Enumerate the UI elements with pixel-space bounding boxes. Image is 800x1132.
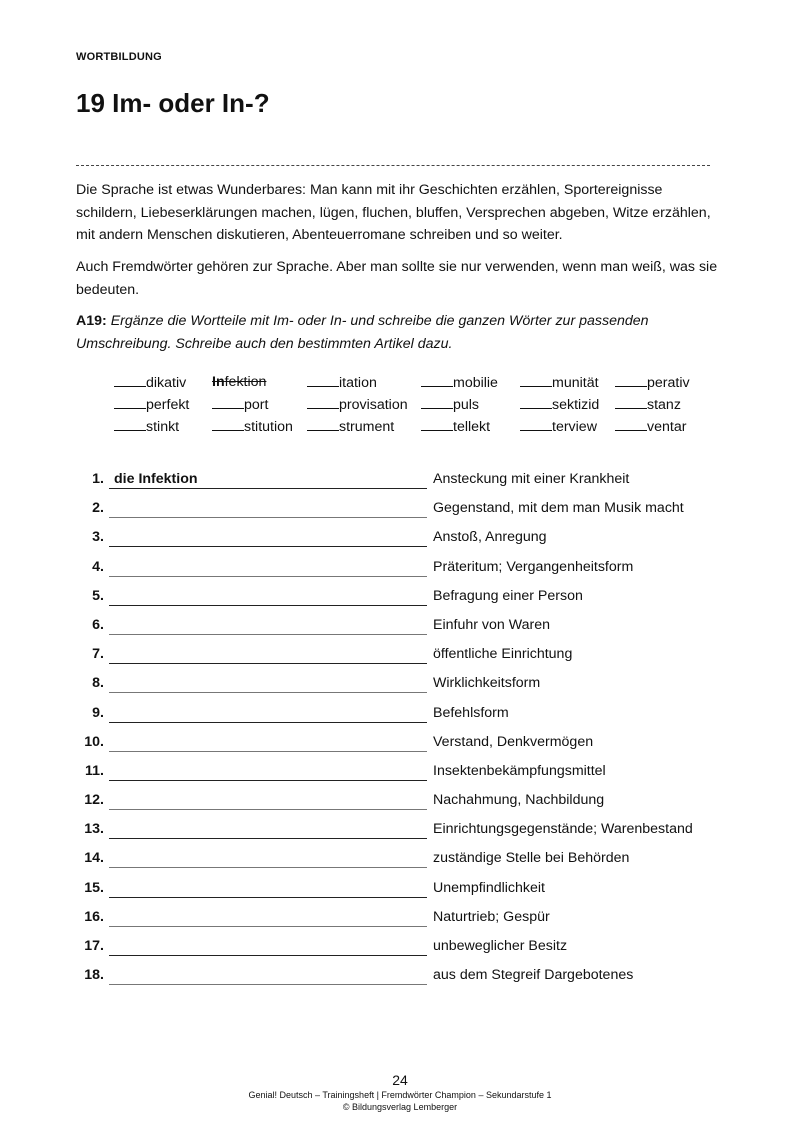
row-number: 2. bbox=[92, 500, 104, 517]
task-instruction bbox=[76, 310, 726, 355]
word-bank-blank[interactable] bbox=[114, 374, 146, 387]
word-bank-fragment: tellekt bbox=[453, 419, 491, 435]
answer-row bbox=[76, 527, 726, 556]
word-bank-item bbox=[212, 418, 293, 435]
definition-text: Unempfindlichkeit bbox=[433, 879, 545, 896]
word-bank-fragment: strument bbox=[339, 419, 395, 435]
intro-paragraph-2: Auch Fremdwörter gehören zur Sprache. Aber man sollte sie nur verwenden, wenn man weiß, was sie bedeuten. bbox=[76, 259, 718, 298]
answer-line[interactable] bbox=[109, 692, 427, 693]
definition-text: Präteritum; Vergangenheitsform bbox=[433, 558, 634, 575]
section-label: WORTBILDUNG bbox=[76, 51, 162, 63]
answer-line[interactable] bbox=[109, 955, 427, 956]
word-bank-blank[interactable] bbox=[307, 374, 339, 387]
word-bank-item bbox=[520, 374, 599, 391]
row-number: 4. bbox=[92, 558, 104, 575]
answer-row bbox=[76, 732, 726, 761]
word-bank-item bbox=[307, 418, 394, 435]
word-bank bbox=[114, 374, 714, 440]
word-bank-blank[interactable] bbox=[615, 396, 647, 409]
definition-text: Nachahmung, Nachbildung bbox=[433, 792, 605, 809]
answer-row bbox=[76, 819, 726, 848]
word-bank-fragment: provisation bbox=[339, 397, 408, 413]
answer-line[interactable] bbox=[109, 838, 427, 839]
word-bank-item bbox=[307, 374, 377, 391]
word-bank-blank[interactable] bbox=[615, 418, 647, 431]
word-bank-fragment: stinkt bbox=[146, 419, 180, 435]
row-number: 9. bbox=[92, 704, 104, 721]
answer-line[interactable] bbox=[109, 780, 427, 781]
answer-row bbox=[76, 586, 726, 615]
answer-line[interactable] bbox=[109, 984, 427, 985]
answer-line[interactable] bbox=[109, 926, 427, 927]
definition-text: Befragung einer Person bbox=[433, 587, 583, 604]
word-bank-blank[interactable] bbox=[520, 396, 552, 409]
word-bank-fragment: stitution bbox=[244, 419, 293, 435]
word-bank-item bbox=[212, 396, 268, 413]
answer-line[interactable] bbox=[109, 488, 427, 489]
definition-text: Ansteckung mit einer Krankheit bbox=[433, 471, 630, 487]
definition-text: aus dem Stegreif Dargebotenes bbox=[433, 967, 634, 984]
word-bank-fragment: mobilie bbox=[453, 375, 498, 391]
answer-row bbox=[76, 848, 726, 877]
word-bank-blank[interactable] bbox=[615, 374, 647, 387]
word-bank-item bbox=[615, 418, 686, 435]
definition-text: zuständige Stelle bei Behörden bbox=[433, 850, 630, 867]
word-bank-fragment: stanz bbox=[647, 397, 681, 413]
word-bank-fragment: dikativ bbox=[146, 375, 187, 391]
answer-row bbox=[76, 790, 726, 819]
word-bank-fragment: munität bbox=[552, 375, 599, 391]
row-number: 1. bbox=[92, 471, 104, 487]
word-bank-blank[interactable] bbox=[520, 418, 552, 431]
task-text: Ergänze die Wortteile mit Im- oder In- und schreibe die ganzen Wörter zur passenden Umschreibung. Schreibe auch den bestimmten Artikel dazu. bbox=[76, 313, 649, 352]
row-number: 13. bbox=[84, 821, 104, 838]
word-bank-blank[interactable] bbox=[421, 374, 453, 387]
answer-row bbox=[76, 498, 726, 527]
row-number: 16. bbox=[84, 908, 104, 925]
word-bank-fragment: perativ bbox=[647, 375, 690, 391]
word-bank-fragment: puls bbox=[453, 397, 480, 413]
row-number: 10. bbox=[84, 733, 104, 750]
row-number: 8. bbox=[92, 675, 104, 692]
answer-line[interactable] bbox=[109, 722, 427, 723]
definition-text: Gegenstand, mit dem man Musik macht bbox=[433, 500, 684, 517]
answer-row bbox=[76, 644, 726, 673]
answer-line[interactable] bbox=[109, 546, 427, 547]
answer-row bbox=[76, 761, 726, 790]
row-number: 12. bbox=[84, 792, 104, 809]
dashed-divider bbox=[76, 165, 710, 166]
word-bank-item bbox=[520, 418, 597, 435]
word-bank-fragment: terview bbox=[552, 419, 597, 435]
row-number: 6. bbox=[92, 616, 104, 633]
word-bank-blank[interactable] bbox=[520, 374, 552, 387]
word-bank-item bbox=[307, 396, 408, 413]
word-bank-fragment: sektizid bbox=[552, 397, 600, 413]
word-bank-item bbox=[421, 418, 490, 435]
word-bank-item bbox=[114, 374, 186, 391]
answer-line[interactable] bbox=[109, 897, 427, 898]
definition-text: Insektenbekämpfungsmittel bbox=[433, 762, 606, 779]
answer-row bbox=[76, 615, 726, 644]
definition-text: öffentliche Einrichtung bbox=[433, 646, 573, 663]
answer-line[interactable] bbox=[109, 605, 427, 606]
word-bank-item bbox=[520, 396, 599, 413]
word-bank-item bbox=[615, 374, 690, 391]
definition-text: Anstoß, Anregung bbox=[433, 529, 547, 546]
word-bank-blank[interactable] bbox=[212, 418, 244, 431]
task-label: A19: bbox=[76, 313, 107, 329]
word-bank-blank[interactable] bbox=[421, 418, 453, 431]
word-bank-fragment: ventar bbox=[647, 419, 687, 435]
definition-text: Einfuhr von Waren bbox=[433, 616, 550, 633]
word-bank-item bbox=[114, 396, 189, 413]
answer-line[interactable] bbox=[109, 634, 427, 635]
page-title: 19 Im- oder In-? bbox=[76, 88, 270, 118]
answer-line[interactable] bbox=[109, 809, 427, 810]
definition-text: Einrichtungsgegenstände; Warenbestand bbox=[433, 821, 693, 838]
footer-line-1: Genial! Deutsch – Trainingsheft | Fremdwörter Champion – Sekundarstufe 1 bbox=[248, 1090, 552, 1100]
definition-text: Wirklichkeitsform bbox=[433, 675, 541, 692]
word-bank-blank[interactable] bbox=[307, 396, 339, 409]
definition-text: Befehlsform bbox=[433, 704, 509, 721]
row-number: 18. bbox=[84, 967, 104, 984]
word-bank-blank[interactable] bbox=[307, 418, 339, 431]
word-bank-row bbox=[114, 418, 714, 440]
row-number: 15. bbox=[84, 879, 104, 896]
answer-row bbox=[76, 878, 726, 907]
answer-line[interactable] bbox=[109, 517, 427, 518]
word-bank-blank[interactable] bbox=[114, 396, 146, 409]
row-number: 5. bbox=[92, 587, 104, 604]
answer-list bbox=[76, 469, 726, 994]
word-bank-blank[interactable] bbox=[212, 396, 244, 409]
footer-line-2: © Bildungsverlag Lemberger bbox=[342, 1102, 458, 1112]
word-bank-fragment: itation bbox=[339, 375, 377, 391]
word-bank-fragment: perfekt bbox=[146, 397, 190, 413]
answer-row bbox=[76, 557, 726, 586]
word-bank-item bbox=[114, 418, 179, 435]
page-number: 24 bbox=[392, 1072, 408, 1088]
answer-row bbox=[76, 965, 726, 994]
word-bank-row bbox=[114, 396, 714, 418]
row-number: 17. bbox=[84, 938, 104, 954]
word-bank-example: Infektion bbox=[212, 374, 267, 390]
answer-line[interactable] bbox=[109, 867, 427, 868]
row-number: 3. bbox=[92, 529, 104, 546]
word-bank-row bbox=[114, 374, 714, 396]
word-bank-item bbox=[615, 396, 681, 413]
answer-row bbox=[76, 936, 726, 965]
answer-text: die Infektion bbox=[114, 471, 198, 487]
answer-line[interactable] bbox=[109, 751, 427, 752]
word-bank-fragment: port bbox=[244, 397, 269, 413]
definition-text: Verstand, Denkvermögen bbox=[433, 733, 594, 750]
word-bank-item bbox=[212, 374, 266, 390]
word-bank-blank[interactable] bbox=[114, 418, 146, 431]
word-bank-blank[interactable] bbox=[421, 396, 453, 409]
word-bank-item bbox=[421, 396, 479, 413]
answer-row bbox=[76, 703, 726, 732]
row-number: 14. bbox=[84, 850, 104, 867]
answer-line[interactable] bbox=[109, 576, 427, 577]
intro-paragraph-1: Die Sprache ist etwas Wunderbares: Man kann mit ihr Geschichten erzählen, Sportereignisse schildern, Liebeserklärungen machen, lügen, fluchen, bluffen, Versprechen abgeben, Witze erzählen, mit andern Menschen diskutieren, Abenteuerromane schreiben und so weiter. bbox=[76, 182, 711, 243]
answer-row bbox=[76, 907, 726, 936]
answer-row bbox=[76, 469, 726, 498]
row-number: 11. bbox=[85, 762, 104, 779]
word-bank-item bbox=[421, 374, 498, 391]
row-number: 7. bbox=[92, 646, 104, 663]
definition-text: Naturtrieb; Gespür bbox=[433, 908, 550, 925]
answer-line[interactable] bbox=[109, 663, 427, 664]
definition-text: unbeweglicher Besitz bbox=[433, 938, 568, 954]
answer-row bbox=[76, 673, 726, 702]
